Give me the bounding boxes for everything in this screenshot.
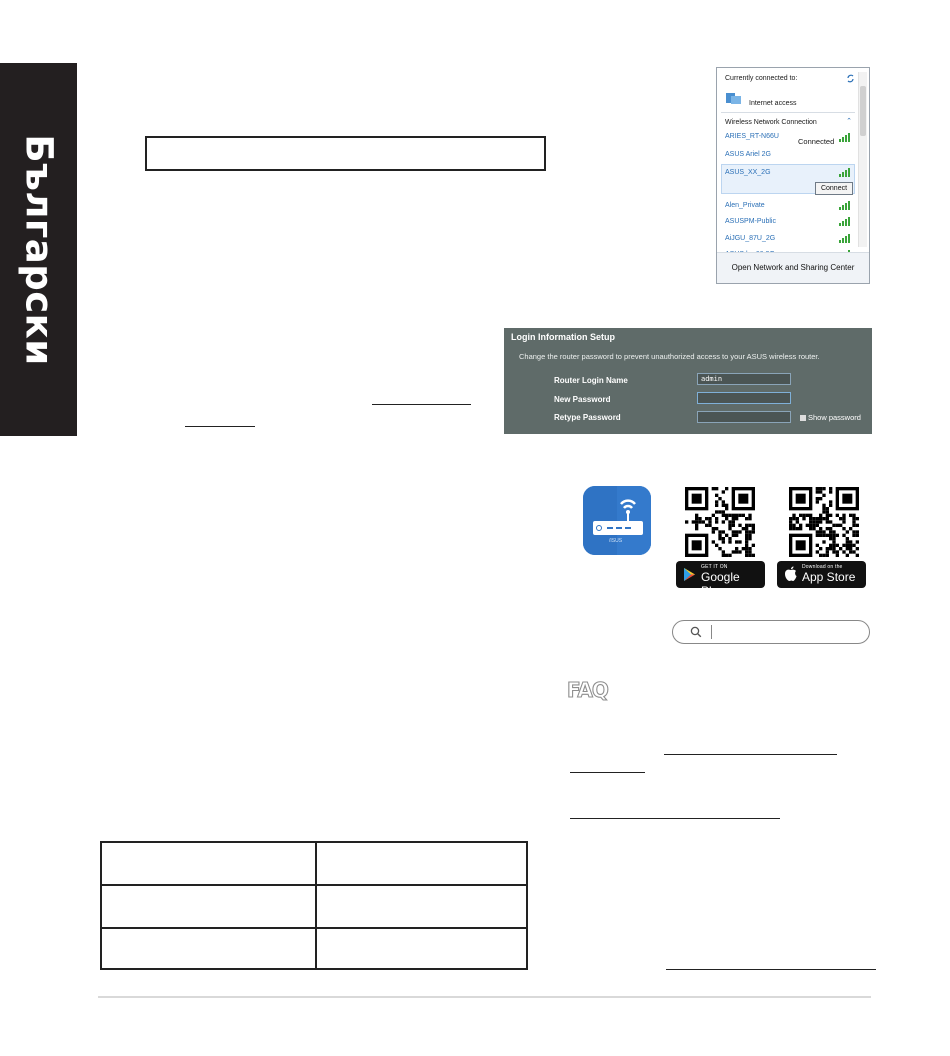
qr-code-icon (789, 487, 859, 557)
app-store-small-text: Download on the (802, 564, 843, 570)
google-play-small-text: GET IT ON (701, 564, 728, 570)
login-setup-description: Change the router password to prevent unauthorized access to your ASUS wireless router. (519, 352, 820, 361)
signal-icon (839, 133, 851, 142)
apple-icon (784, 566, 797, 582)
refresh-icon[interactable] (846, 74, 855, 83)
login-setup-panel (504, 328, 872, 434)
language-tab-label: Български (17, 133, 60, 366)
network-icon (725, 91, 745, 105)
retype-password-field[interactable] (697, 411, 791, 423)
text-cursor (711, 625, 712, 639)
qr-code-icon (685, 487, 755, 557)
wireless-section-title: Wireless Network Connection (725, 119, 817, 126)
network-item-ariel[interactable]: ASUS Ariel 2G (725, 151, 771, 158)
new-password-label: New Password (554, 395, 611, 404)
retype-password-label: Retype Password (554, 413, 621, 422)
link-underline[interactable] (570, 818, 780, 819)
open-network-center-link[interactable]: Open Network and Sharing Center (717, 252, 869, 283)
login-setup-title: Login Information Setup (511, 332, 615, 342)
search-input[interactable] (672, 620, 870, 644)
router-app-icon[interactable] (583, 486, 651, 555)
link-underline[interactable] (666, 969, 876, 970)
app-brand-text: /ISUS (609, 538, 623, 544)
router-login-field[interactable]: admin (697, 373, 791, 385)
footer-divider (98, 996, 871, 998)
signal-icon (839, 201, 851, 210)
currently-connected-label: Currently connected to: (725, 75, 798, 82)
wifi-scrollbar[interactable] (858, 72, 867, 247)
network-item-aries[interactable]: ARIES_RT-N66U (725, 133, 779, 140)
google-play-icon (683, 567, 697, 582)
language-tab (0, 63, 77, 436)
app-store-badge[interactable] (777, 561, 866, 588)
network-item-asuspm[interactable]: ASUSPM-Public (725, 218, 776, 225)
network-item-alen[interactable]: Alen_Private (725, 202, 765, 209)
connected-status: Connected (798, 137, 835, 146)
connect-button[interactable]: Connect (815, 182, 853, 195)
signal-icon (839, 168, 851, 177)
google-play-badge[interactable] (676, 561, 765, 598)
search-icon (690, 626, 702, 638)
network-name-box (145, 136, 546, 171)
link-underline[interactable] (185, 426, 255, 427)
link-underline[interactable] (372, 404, 471, 405)
show-password-toggle[interactable] (800, 413, 861, 422)
internet-access-label: Internet access (749, 100, 797, 107)
signal-icon (839, 217, 851, 226)
router-login-label: Router Login Name (554, 376, 628, 385)
network-item-xx[interactable]: ASUS_XX_2G (725, 169, 771, 176)
google-play-text: Google Play (701, 570, 740, 598)
signal-icon (839, 234, 851, 243)
app-store-text: App Store (802, 570, 856, 584)
new-password-field[interactable] (697, 392, 791, 404)
wifi-network-panel (716, 67, 870, 284)
show-password-label: Show password (808, 413, 861, 422)
link-underline[interactable] (570, 772, 645, 773)
collapse-chevron-icon[interactable]: ⌃ (846, 118, 852, 125)
network-item-aijgu[interactable]: AiJGU_87U_2G (725, 235, 776, 242)
checkbox-icon[interactable] (800, 415, 806, 421)
info-table (100, 841, 528, 970)
link-underline[interactable] (664, 754, 837, 755)
faq-logo: FAQ (567, 678, 608, 702)
